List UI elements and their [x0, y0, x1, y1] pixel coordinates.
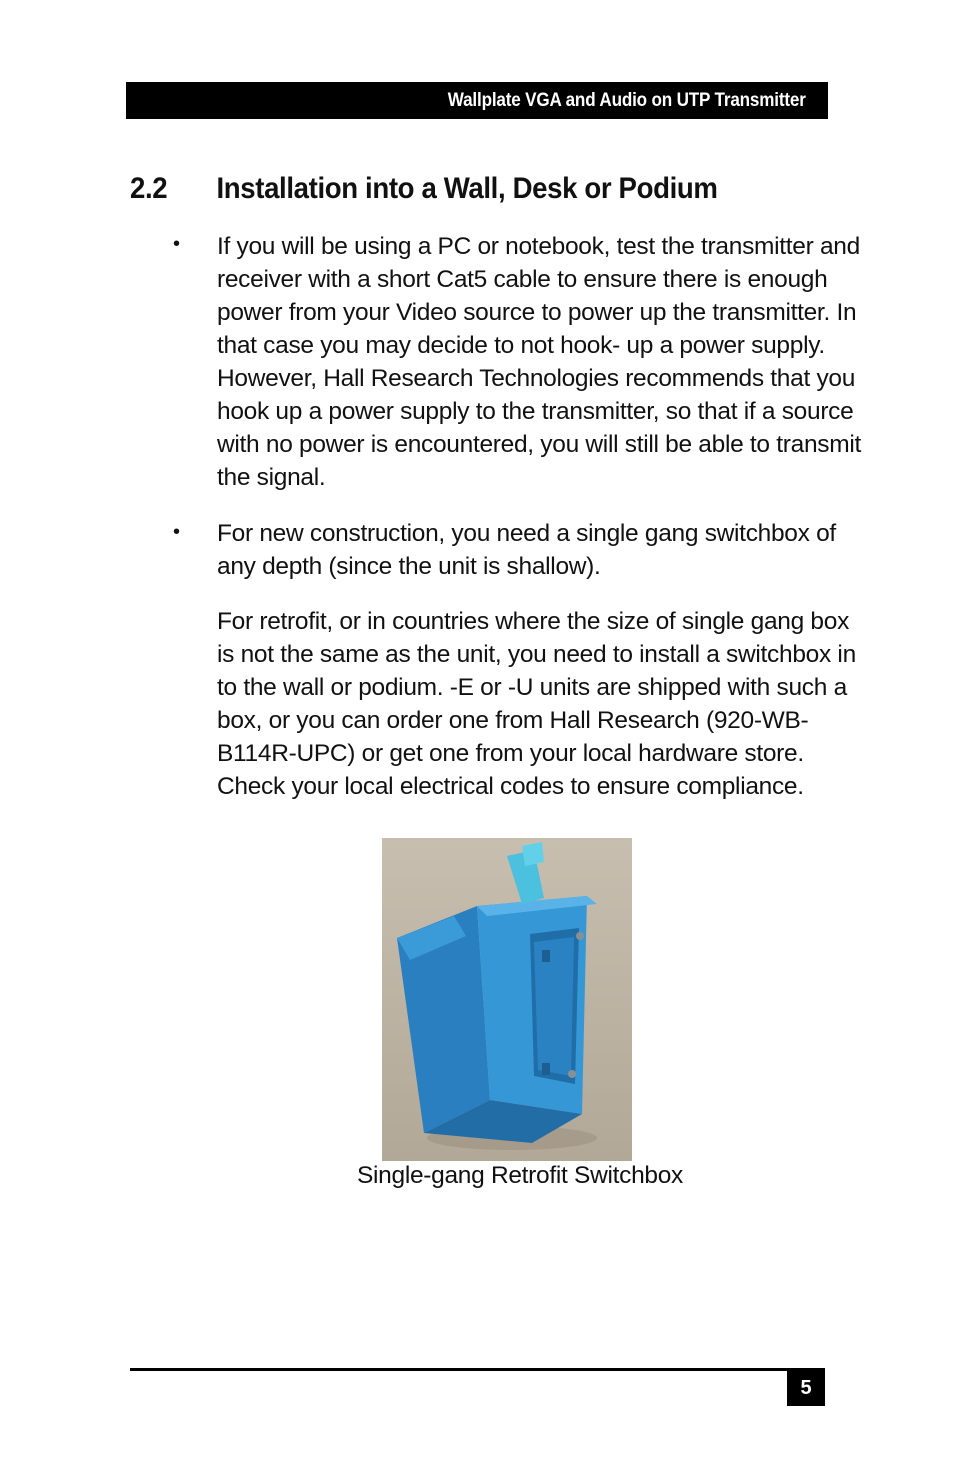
- text-line: Check your local electrical codes to ensure compliance.: [217, 773, 804, 800]
- text-line: is not the same as the unit, you need to install a switchbox in: [217, 641, 856, 668]
- text-line: receiver with a short Cat5 cable to ensure there is enough: [217, 266, 828, 293]
- text-line: box, or you can order one from Hall Research (920-WB-: [217, 707, 809, 734]
- footer-rule: [130, 1368, 825, 1371]
- figure-caption: Single-gang Retrofit Switchbox: [356, 1162, 683, 1189]
- continuation-paragraph: [217, 605, 857, 803]
- text-line: B114R-UPC) or get one from your local hardware store.: [217, 740, 804, 767]
- page-number: 5: [787, 1371, 825, 1406]
- text-line: For new construction, you need a single gang switchbox of: [217, 520, 836, 547]
- text-line: However, Hall Research Technologies recommends that you: [217, 365, 856, 392]
- bullet-paragraph-1: [217, 230, 861, 494]
- text-line: For retrofit, or in countries where the size of single gang box: [217, 608, 850, 635]
- switchbox-illustration: [382, 838, 632, 1161]
- section-number: 2.2: [130, 172, 168, 205]
- text-line: to the wall or podium. -E or -U units are shipped with such a: [217, 674, 847, 701]
- running-header: [126, 82, 828, 119]
- text-line: any depth (since the unit is shallow).: [217, 553, 601, 580]
- text-line: If you will be using a PC or notebook, test the transmitter and: [217, 233, 860, 260]
- bullet-marker: •: [173, 233, 181, 255]
- text-line: hook up a power supply to the transmitter, so that if a source: [217, 398, 854, 425]
- header-title: Wallplate VGA and Audio on UTP Transmitter: [448, 90, 806, 111]
- section-title: Installation into a Wall, Desk or Podium: [216, 172, 718, 205]
- text-line: power from your Video source to power up the transmitter. In: [217, 299, 857, 326]
- switchbox-photo: [382, 838, 632, 1161]
- text-line: with no power is encountered, you will still be able to transmit: [217, 431, 861, 458]
- text-line: that case you may decide to not hook- up a power supply.: [217, 332, 825, 359]
- bullet-marker: •: [173, 521, 181, 543]
- text-line: the signal.: [217, 464, 326, 491]
- bullet-paragraph-2: [217, 517, 857, 583]
- section-heading: [130, 172, 718, 206]
